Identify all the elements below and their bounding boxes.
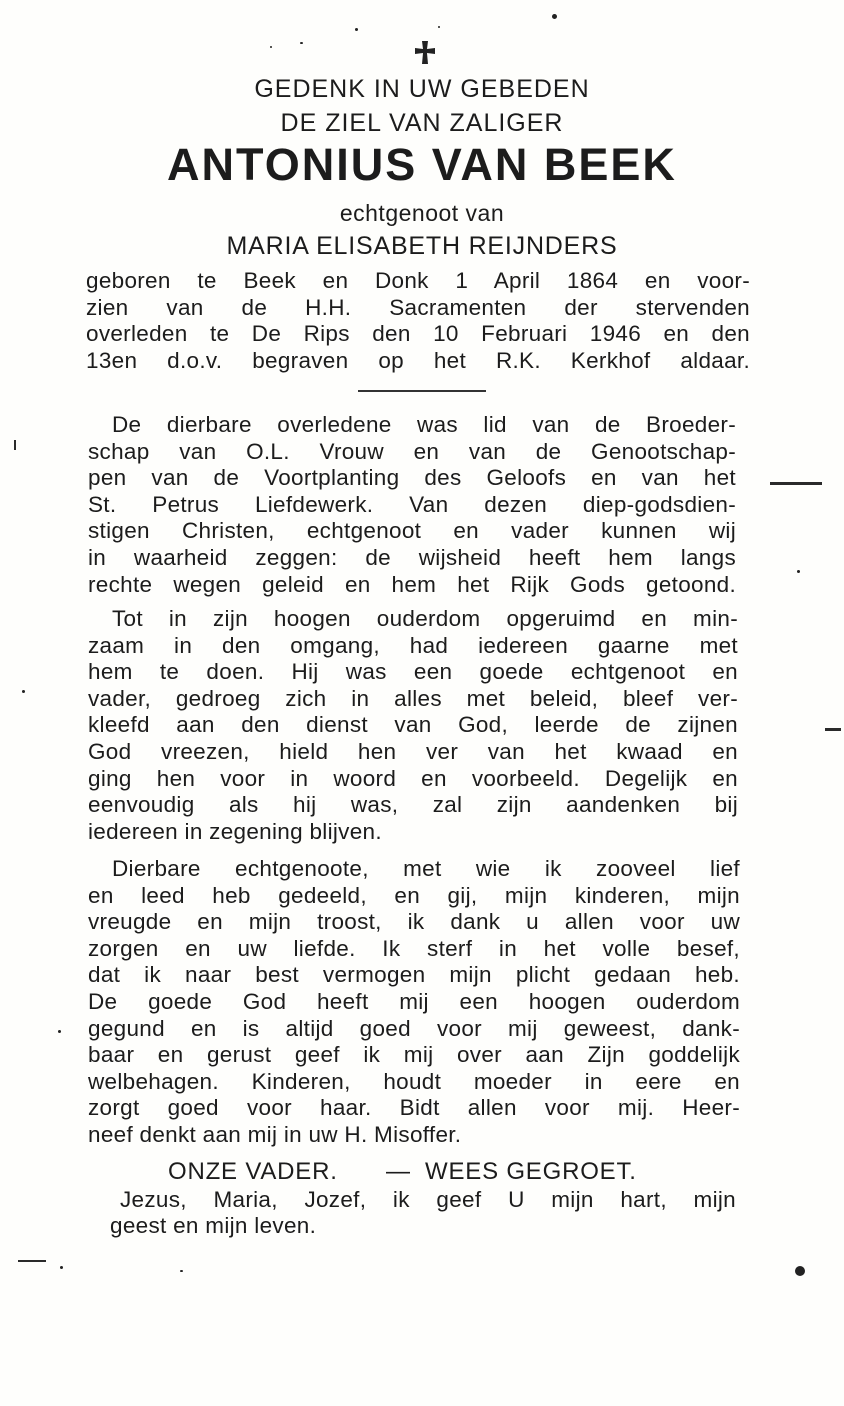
- speck: [552, 14, 557, 19]
- speck: [22, 690, 25, 693]
- deceased-name: ANTONIUS VAN BEEK: [167, 139, 677, 190]
- text-line: De dierbare overledene was lid van de Broeder-: [112, 412, 736, 437]
- margin-mark: [14, 440, 16, 450]
- prayer-separator: —: [386, 1158, 410, 1185]
- text-line: welbehagen. Kinderen, houdt moeder in eere en: [88, 1068, 740, 1094]
- margin-mark: [18, 1260, 46, 1262]
- text-line: iedereen in zegening blijven.: [88, 818, 382, 844]
- speck: [300, 42, 303, 44]
- text-line: schap van O.L. Vrouw en van de Genootschap-: [88, 438, 736, 464]
- spouse-name: MARIA ELISABETH REIJNDERS: [226, 232, 618, 260]
- text-line: Jezus, Maria, Jozef, ik geef U mijn hart, mijn: [120, 1187, 736, 1212]
- text-line: baar en gerust geef ik mij over aan Zijn goddelijk: [88, 1042, 740, 1068]
- text-line: gegund en is altijd goed voor mij geweest, dank-: [88, 1015, 740, 1041]
- text-line: 13en d.o.v. begraven op het R.K. Kerkhof aldaar.: [86, 347, 750, 373]
- bio-paragraph: [86, 268, 750, 374]
- speck: [355, 28, 358, 31]
- speck: [438, 26, 440, 28]
- text-line: Dierbare echtgenoote, met wie ik zooveel lief: [112, 856, 740, 881]
- text-line: geest en mijn leven.: [110, 1213, 317, 1238]
- text-line: St. Petrus Liefdewerk. Van dezen diep-godsdien-: [88, 491, 736, 517]
- text-line: zorgt goed voor haar. Bidt allen voor mij. Heer-: [88, 1095, 740, 1121]
- text-line: God vreezen, hield hen ver van het kwaad en: [88, 738, 738, 764]
- text-line: zorgen en uw liefde. Ik sterf in het volle besef,: [88, 935, 740, 961]
- paragraph-character: [88, 606, 738, 845]
- text-line: stigen Christen, echtgenoot en vader kunnen wij: [88, 518, 736, 544]
- text-line: in waarheid zeggen: de wijsheid heeft hem langs: [88, 544, 736, 570]
- text-line: neef denkt aan mij in uw H. Misoffer.: [88, 1121, 462, 1147]
- text-line: zaam in den omgang, had iedereen gaarne met: [88, 632, 738, 658]
- speck: [60, 1266, 63, 1269]
- prayer-our-father: ONZE VADER.: [168, 1158, 338, 1185]
- speck: [180, 1270, 183, 1272]
- margin-mark: [770, 482, 822, 485]
- text-line: dat ik naar best vermogen mijn plicht gedaan heb.: [88, 962, 740, 988]
- closing-invocation: [110, 1187, 736, 1239]
- text-line: pen van de Voortplanting des Geloofs en van het: [88, 465, 736, 491]
- text-line: en leed heb gedeeld, en gij, mijn kinderen, mijn: [88, 882, 740, 908]
- header-line-2: DE ZIEL VAN ZALIGER: [280, 109, 564, 137]
- text-line: rechte wegen geleid en hem het Rijk Gods getoond.: [88, 571, 736, 597]
- text-line: geboren te Beek en Donk 1 April 1864 en voor-: [86, 268, 750, 293]
- text-line: hem te doen. Hij was een goede echtgenoot en: [88, 659, 738, 685]
- paragraph-membership: [88, 412, 736, 598]
- divider: [358, 390, 486, 392]
- prayer-hail-mary: WEES GEGROET.: [425, 1158, 637, 1185]
- paragraph-farewell: [88, 856, 740, 1149]
- margin-mark: [825, 728, 841, 731]
- cross-icon: [410, 38, 440, 68]
- text-line: ging hen voor in woord en voorbeeld. Degelijk en: [88, 765, 738, 791]
- spouse-label: echtgenoot van: [339, 200, 505, 226]
- speck: [58, 1030, 61, 1033]
- speck: [797, 570, 800, 573]
- text-line: vreugde en mijn troost, ik dank u allen voor uw: [88, 909, 740, 935]
- text-line: overleden te De Rips den 10 Februari 1946 en den: [86, 321, 750, 347]
- header-line-1: GEDENK IN UW GEBEDEN: [254, 75, 590, 103]
- text-line: eenvoudig als hij was, zal zijn aandenken bij: [88, 792, 738, 818]
- text-line: vader, gedroeg zich in alles met beleid, bleef ver-: [88, 685, 738, 711]
- speck: [270, 46, 272, 48]
- text-line: Tot in zijn hoogen ouderdom opgeruimd en min-: [112, 606, 738, 631]
- text-line: kleefd aan den dienst van God, leerde de zijnen: [88, 712, 738, 738]
- text-line: zien van de H.H. Sacramenten der stervenden: [86, 294, 750, 320]
- text-line: De goede God heeft mij een hoogen ouderdom: [88, 988, 740, 1014]
- speck: [795, 1266, 805, 1276]
